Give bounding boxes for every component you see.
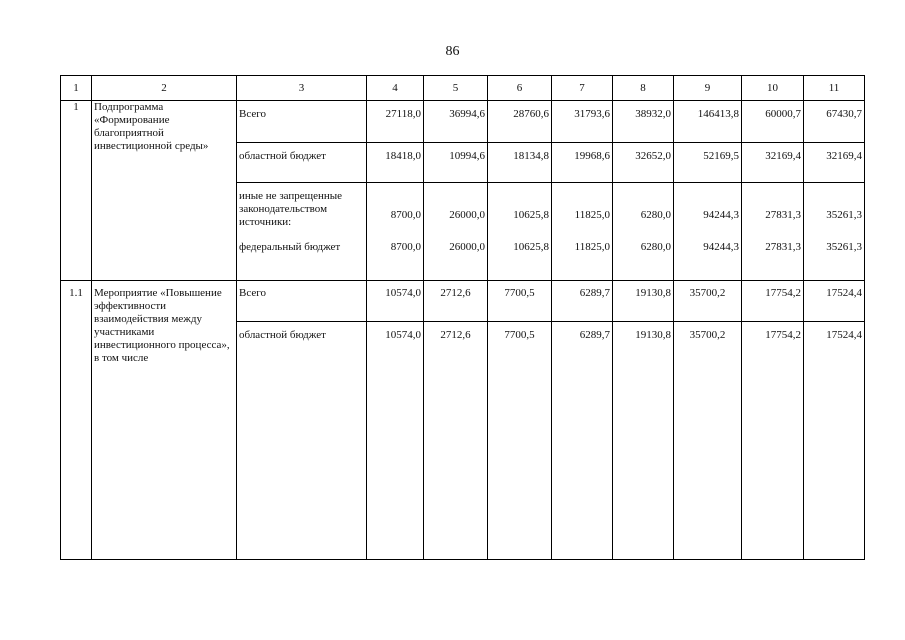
- row-value: 10574,0: [367, 322, 424, 560]
- row-source: Всего: [237, 101, 367, 143]
- row-index: 1: [61, 101, 92, 281]
- row-value: 8700,0: [367, 241, 424, 281]
- row-source: Всего: [237, 281, 367, 322]
- row-value: 52169,5: [674, 143, 742, 183]
- row-source: иные не запрещенные законодательством источники:: [237, 183, 367, 241]
- row-value: 27831,3: [742, 241, 804, 281]
- row-value: 35700,2: [674, 322, 742, 560]
- row-value: 11825,0: [552, 241, 613, 281]
- row-index: 1.1: [61, 281, 92, 560]
- row-value: 7700,5: [488, 322, 552, 560]
- row-value: 8700,0: [367, 183, 424, 241]
- row-value: 146413,8: [674, 101, 742, 143]
- header-cell: 4: [367, 76, 424, 101]
- row-source: областной бюджет: [237, 322, 367, 560]
- table-row: [61, 101, 865, 143]
- row-value: 18418,0: [367, 143, 424, 183]
- row-name: Мероприятие «Повышение эффективности взаимодействия между участниками инвестиционного процесса», в том числе: [92, 281, 237, 560]
- header-cell: 2: [92, 76, 237, 101]
- row-value: 19130,8: [613, 322, 674, 560]
- row-value: 31793,6: [552, 101, 613, 143]
- row-value: 18134,8: [488, 143, 552, 183]
- header-row: [61, 76, 865, 101]
- row-value: 94244,3: [674, 183, 742, 241]
- row-value: 10994,6: [424, 143, 488, 183]
- row-value: 26000,0: [424, 241, 488, 281]
- row-value: 94244,3: [674, 241, 742, 281]
- row-value: 17754,2: [742, 281, 804, 322]
- row-value: 32652,0: [613, 143, 674, 183]
- row-value: 67430,7: [804, 101, 865, 143]
- row-value: 6280,0: [613, 183, 674, 241]
- header-cell: 9: [674, 76, 742, 101]
- budget-table: [60, 75, 865, 560]
- header-cell: 1: [61, 76, 92, 101]
- row-value: 32169,4: [742, 143, 804, 183]
- row-value: 35261,3: [804, 183, 865, 241]
- row-value: 60000,7: [742, 101, 804, 143]
- row-value: 17754,2: [742, 322, 804, 560]
- row-value: 2712,6: [424, 322, 488, 560]
- row-name: Подпрограмма «Формирование благоприятной инвестиционной среды»: [92, 101, 237, 281]
- row-value: 38932,0: [613, 101, 674, 143]
- row-value: 35261,3: [804, 241, 865, 281]
- header-cell: 11: [804, 76, 865, 101]
- row-value: 32169,4: [804, 143, 865, 183]
- row-value: 19968,6: [552, 143, 613, 183]
- row-value: 17524,4: [804, 322, 865, 560]
- row-value: 6289,7: [552, 322, 613, 560]
- header-cell: 10: [742, 76, 804, 101]
- row-value: 11825,0: [552, 183, 613, 241]
- row-value: 19130,8: [613, 281, 674, 322]
- row-value: 27831,3: [742, 183, 804, 241]
- row-value: 6280,0: [613, 241, 674, 281]
- header-cell: 3: [237, 76, 367, 101]
- row-value: 6289,7: [552, 281, 613, 322]
- header-cell: 7: [552, 76, 613, 101]
- header-cell: 5: [424, 76, 488, 101]
- row-value: 35700,2: [674, 281, 742, 322]
- row-value: 10574,0: [367, 281, 424, 322]
- row-value: 36994,6: [424, 101, 488, 143]
- header-cell: 8: [613, 76, 674, 101]
- table-row: [61, 281, 865, 322]
- row-source: федеральный бюджет: [237, 241, 367, 281]
- row-value: 2712,6: [424, 281, 488, 322]
- page-number: 86: [445, 44, 460, 59]
- row-value: 28760,6: [488, 101, 552, 143]
- row-value: 17524,4: [804, 281, 865, 322]
- row-value: 26000,0: [424, 183, 488, 241]
- row-source: областной бюджет: [237, 143, 367, 183]
- row-value: 27118,0: [367, 101, 424, 143]
- row-value: 7700,5: [488, 281, 552, 322]
- header-cell: 6: [488, 76, 552, 101]
- row-value: 10625,8: [488, 183, 552, 241]
- row-value: 10625,8: [488, 241, 552, 281]
